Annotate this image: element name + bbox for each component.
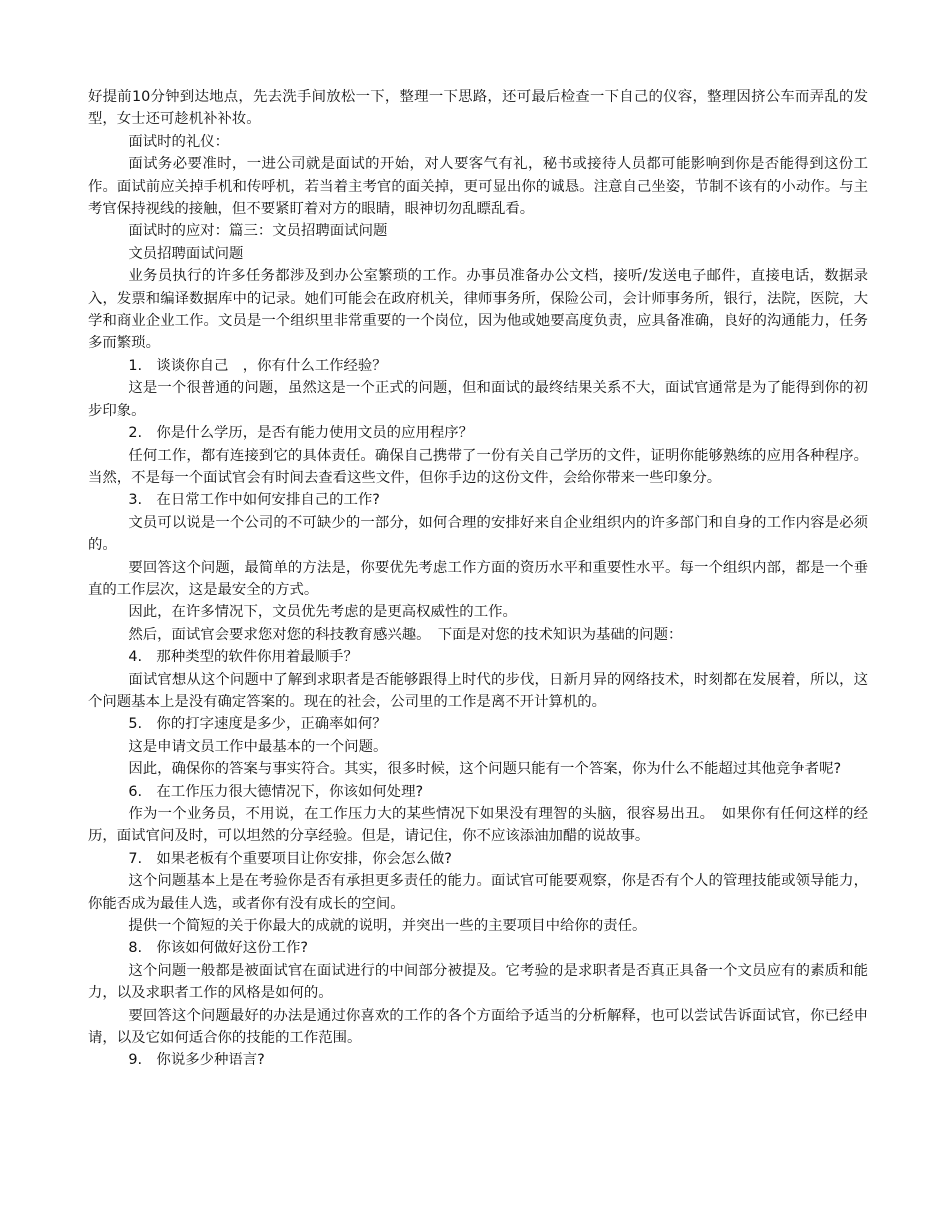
document-body bbox=[88, 86, 868, 1072]
paragraph: 要回答这个问题最好的办法是通过你喜欢的工作的各个方面给予适当的分析解释，也可以尝试告诉面试官，你已经申请，以及它如何适合你的技能的工作范围。 bbox=[88, 1007, 868, 1047]
paragraph: 面试官想从这个问题中了解到求职者是否能够跟得上时代的步伐，日新月异的网络技术，时刻都在发展着，所以，这个问题基本上是没有确定答案的。现在的社会，公司里的工作是离不开计算机的。 bbox=[88, 671, 868, 710]
question-heading: 1. 谈谈你自己 ，你有什么工作经验？ bbox=[128, 357, 387, 374]
paragraph: 作为一个业务员，不用说，在工作压力大的某些情况下如果没有理智的头脑，很容易出丑。 如果你有任何这样的经历，面试官问及时，可以坦然的分享经验。但是，请记住，你不应该添油加醋的说故事。 bbox=[88, 806, 868, 845]
question-heading: 2. 你是什么学历，是否有能力使用文员的应用程序？ bbox=[128, 425, 474, 442]
question-heading: 5. 你的打字速度是多少，正确率如何？ bbox=[128, 716, 387, 733]
section-heading: 面试时的应对：篇三：文员招聘面试问题 bbox=[128, 223, 388, 240]
section-heading: 面试时的礼仪： bbox=[128, 133, 230, 150]
question-heading: 8. 你该如何做好这份工作? bbox=[128, 940, 308, 957]
paragraph: 因此，确保你的答案与事实符合。其实，很多时候，这个问题只能有一个答案，你为什么不能超过其他竞争者呢? bbox=[128, 761, 842, 778]
paragraph: 要回答这个问题，最简单的方法是，你要优先考虑工作方面的资历水平和重要性水平。每一个组织内部，都是一个垂直的工作层次，这是最安全的方式。 bbox=[88, 559, 868, 598]
question-heading: 3. 在日常工作中如何安排自己的工作? bbox=[128, 492, 380, 509]
paragraph: 这是一个很普通的问题，虽然这是一个正式的问题，但和面试的最终结果关系不大，面试官通常是为了能得到你的初步印象。 bbox=[88, 380, 868, 419]
paragraph: 业务员执行的许多任务都涉及到办公室繁琐的工作。办事员准备办公文档，接听/发送电子邮件，直接电话，数据录入，发票和编译数据库中的记录。她们可能会在政府机关，律师事务所，保险公司，会计师事务所，银行，法院，医院，大学和商业企业工作。文员是一个组织里非常重要的一个岗位，因为他或她要高度负责，应具备准确，良好的沟通能力，任务多而繁琐。 bbox=[88, 268, 868, 352]
paragraph: 任何工作，都有连接到它的具体责任。确保自己携带了一份有关自己学历的文件，证明你能够熟练的应用各种程序。当然，不是每一个面试官会有时间去查看这些文件，但你手边的这份文件，会给你带来一些印象分。 bbox=[88, 447, 868, 486]
section-heading: 文员招聘面试问题 bbox=[128, 245, 244, 262]
paragraph: 这个问题一般都是被面试官在面试进行的中间部分被提及。它考验的是求职者是否真正具备一个文员应有的素质和能力，以及求职者工作的风格是如何的。 bbox=[88, 962, 868, 1002]
paragraph: 因此，在许多情况下，文员优先考虑的是更高权威性的工作。 bbox=[128, 604, 517, 621]
paragraph: 好提前10分钟到达地点，先去洗手间放松一下，整理一下思路，还可最后检查一下自己的仪容，整理因挤公车而弄乱的发型，女士还可趁机补补妆。 bbox=[88, 89, 868, 128]
question-heading: 6. 在工作压力很大德情况下，你该如何处理? bbox=[128, 783, 424, 800]
paragraph: 这是申请文员工作中最基本的一个问题。 bbox=[128, 738, 388, 755]
question-heading: 4. 那种类型的软件你用着最顺手？ bbox=[128, 649, 358, 666]
question-heading: 7. 如果老板有个重要项目让你安排，你会怎么做? bbox=[128, 850, 452, 867]
paragraph: 提供一个简短的关于你最大的成就的说明，并突出一些的主要项目中给你的责任。 bbox=[128, 918, 647, 935]
paragraph: 面试务必要准时，一进公司就是面试的开始，对人要客气有礼，秘书或接待人员都可能影响到你是否能得到这份工作。面试前应关掉手机和传呼机，若当着主考官的面关掉，更可显出你的诚恳。注意自己坐姿，节制不该有的小动作。与主考官保持视线的接触，但不要紧盯着对方的眼睛，眼神切勿乱瞟乱看。 bbox=[88, 156, 868, 218]
question-heading: 9. 你说多少种语言? bbox=[128, 1052, 265, 1069]
paragraph: 这个问题基本上是在考验你是否有承担更多责任的能力。面试官可能要观察，你是否有个人的管理技能或领导能力，你能否成为最佳人选，或者你有没有成长的空间。 bbox=[88, 873, 868, 912]
paragraph: 然后，面试官会要求您对您的科技教育感兴趣。 下面是对您的技术知识为基础的问题： bbox=[128, 626, 683, 643]
paragraph: 文员可以说是一个公司的不可缺少的一部分，如何合理的安排好来自企业组织内的许多部门和自身的工作内容是必须的。 bbox=[88, 514, 868, 554]
